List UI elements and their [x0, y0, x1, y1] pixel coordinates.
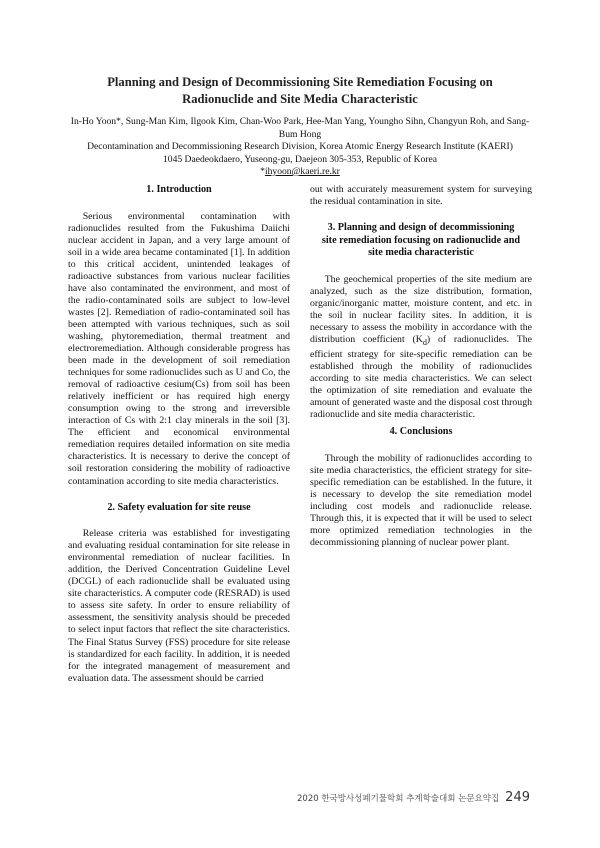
kd-subscript: d: [422, 337, 427, 347]
right-column: [310, 184, 532, 549]
page-number: 249: [505, 790, 530, 805]
email-prefix: *: [260, 166, 265, 177]
planning-heading-line-2: site remediation focusing on radionuclide and: [321, 234, 521, 246]
safety-paragraph: Release criteria was established for investigating and evaluating residual contamination for site release in environmental remediation of nuclear facilities. In addition, the Derived Concentration Guideline Level (DCGL) of each radionuclide shall be evaluated using site characteristics. A computer code (RESRAD) is used to assess site safety. In order to ensure reliability of assessment, the sensitivity analysis should be preceded to select input factors that reflect the site characteristics. The Final Status Survey (FSS) procedure for site release is standardized for each facility. In addition, it is needed for the integrated management of measurement and evaluation data. The assessment should be carried: [68, 528, 290, 684]
planning-text-part-2: ) of radionuclides. The efficient strategy for site-specific remediation can be established through the mobility of radionuclides according to site media characteristics. We can select the optimization of site remediation and evaluate the amount of generated waste and the disposal cost through radionuclide and site media characteristic.: [310, 333, 533, 421]
planning-paragraph: [310, 274, 532, 422]
author-list: In-Ho Yoon*, Sung-Man Kim, Ilgook Kim, Chan-Woo Park, Hee-Man Yang, Youngho Sihn, Changyun Roh, and Sang-Bum Hong: [70, 116, 530, 140]
title-line-2: Radionuclide and Site Media Characteristic: [182, 92, 418, 106]
section-heading-planning: [310, 222, 532, 260]
email-line: [60, 166, 540, 179]
introduction-paragraph: Serious environmental contamination with radionuclides resulted from the Fukushima Daiichi nuclear accident in Japan, and a very large amount of soil in a wide area became contaminated [1]. In addition to this critical accident, unintended leakages of radioactive substances from various nuclear facilities have also contaminated the environment, and most of the radio-contaminated soils are subject to low-level wastes [2]. Remediation of radio-contaminated soil has been attempted with various techniques, such as soil washing, phytoremediation, thermal treatment and electroremediation. Although considerable progress has been made in the development of soil remediation techniques for some radionuclides such as U and Co, the removal of radioactive cesium(Cs) from soil has been relatively inefficient or has required high energy consumption owing to the strong and irreversible interaction of Cs with 2:1 clay minerals in the soil [3]. The efficient and economical environmental remediation requires detailed information on site media characteristics. It is necessary to derive the concept of soil restoration considering the mobility of radioactive contamination according to site media characteristics.: [68, 210, 291, 487]
planning-heading-line-3: site media characteristic: [368, 247, 474, 259]
paper-title: [60, 74, 540, 108]
section-heading-safety: 2. Safety evaluation for site reuse: [107, 501, 251, 513]
planning-heading-line-1: 3. Planning and design of decommissioning: [327, 222, 515, 234]
section-heading-introduction: 1. Introduction: [146, 184, 212, 195]
safety-paragraph-continued: out with accurately measurement system for surveying the residual contamination in site.: [310, 184, 532, 208]
section-heading-conclusions: 4. Conclusions: [389, 426, 453, 438]
email-link[interactable]: ihyoon@kaeri.re.kr: [264, 166, 340, 177]
page-footer: [297, 790, 530, 805]
affiliation-block: [60, 141, 540, 179]
left-column: [68, 184, 290, 685]
affiliation: Decontamination and Decommissioning Research Division, Korea Atomic Energy Research Institute (KAERI): [87, 141, 513, 152]
conclusions-paragraph: Through the mobility of radionuclides according to site media characteristics, the efficient strategy for site-specific remediation can be established. In the future, it is necessary to develop the site remediation model including cost models and radionuclide release. Through this, it is expected that it will be used to select more optimized remediation technologies in the decommissioning planning of nuclear power plant.: [310, 452, 532, 548]
address: 1045 Daedeokdaero, Yuseong-gu, Daejeon 305-353, Republic of Korea: [162, 153, 438, 165]
footer-proceedings-title: 2020 한국방사성폐기물학회 추계학술대회 논문요약집: [297, 794, 500, 804]
planning-text-part-1: The geochemical properties of the site medium are analyzed, such as the size distribution, formation, organic/inorganic matter, moisture content, and etc. in the soil in nuclear facility sites. In addition, it is necessary to assess the mobility in accordance with the distribution coefficient (K: [310, 273, 532, 345]
title-line-1: Planning and Design of Decommissioning Site Remediation Focusing on: [107, 75, 493, 89]
